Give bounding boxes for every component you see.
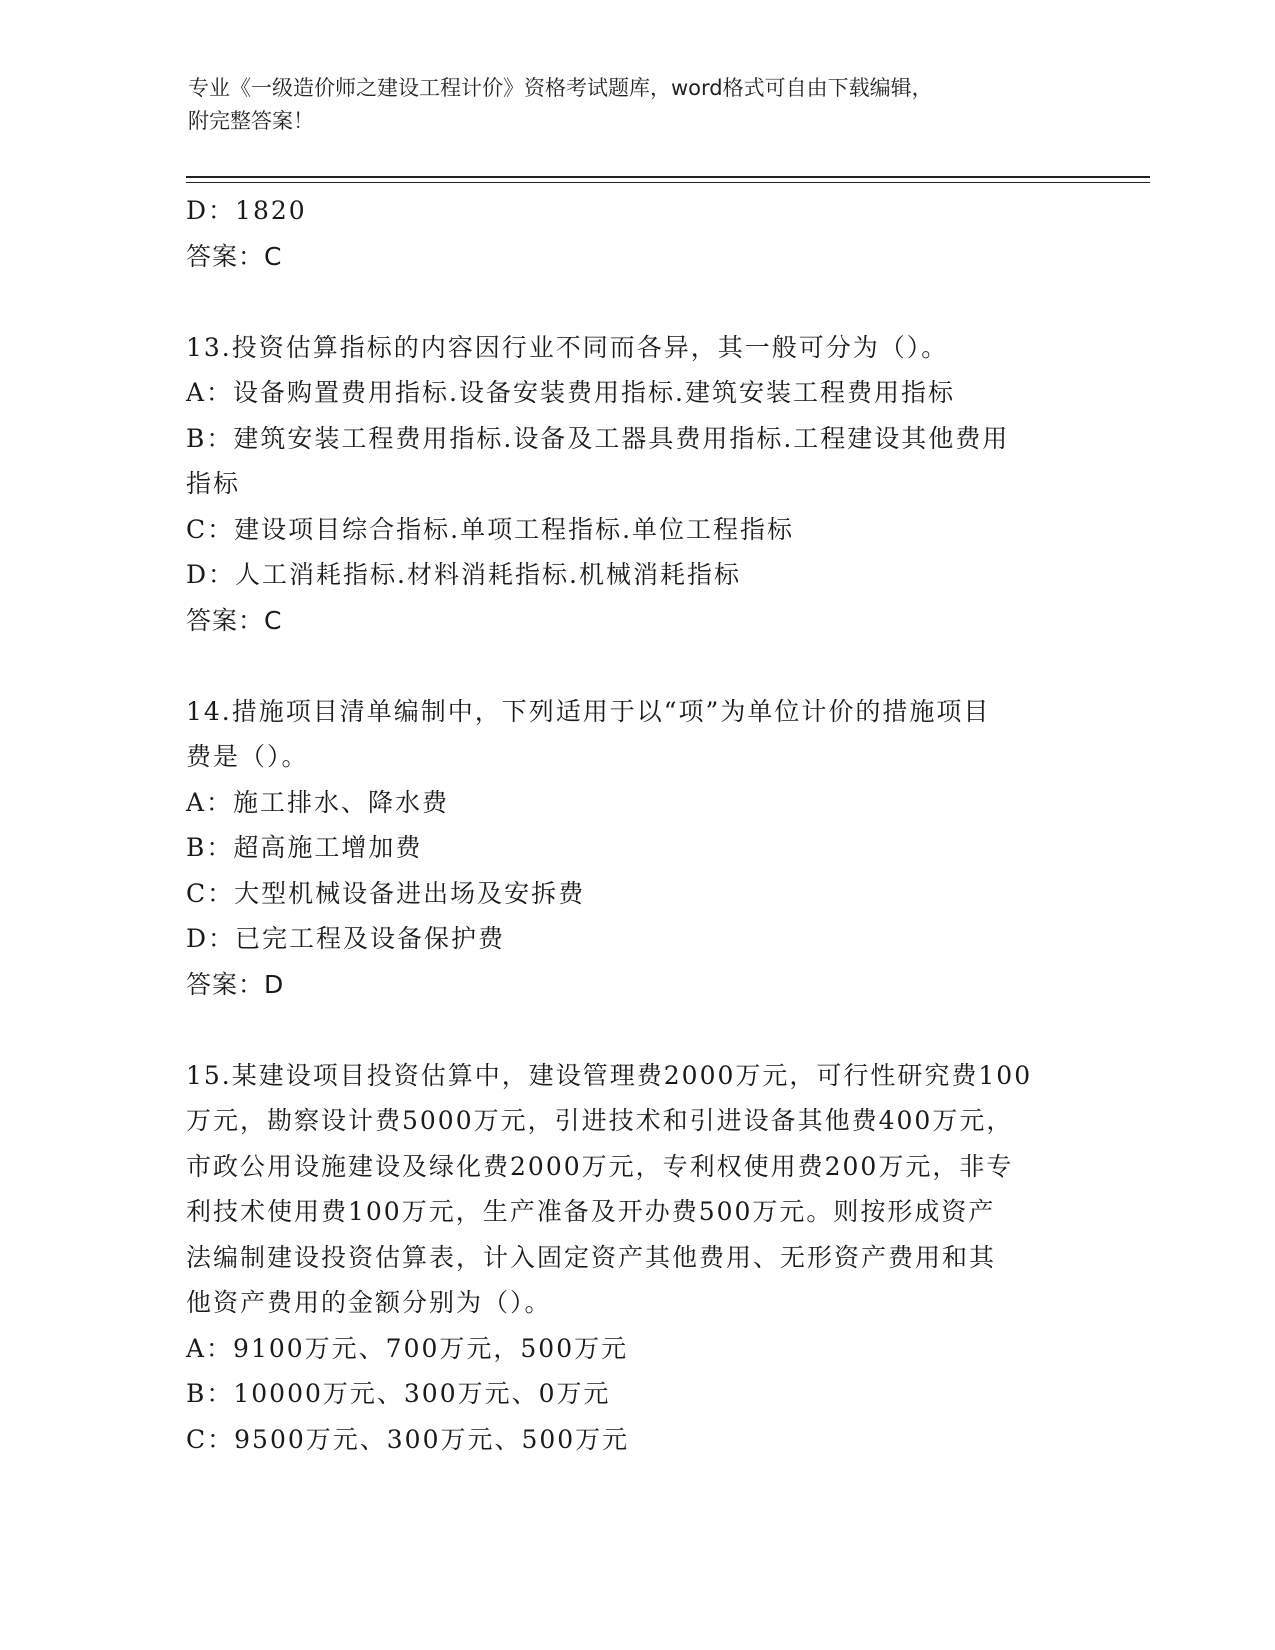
q14-stem-line2: 费是（）。 <box>186 742 309 771</box>
q15-stem-line5: 法编制建设投资估算表，计入固定资产其他费用、无形资产费用和其 <box>186 1242 997 1272</box>
header-line-2: 附完整答案！ <box>188 109 314 133</box>
q15-option-b: B：10000万元、300万元、0万元 <box>186 1379 611 1408</box>
q13-option-b-line2: 指标 <box>186 469 241 498</box>
prev-option-d: D：1820 <box>186 196 307 225</box>
q15-stem-line4: 利技术使用费100万元，生产准备及开办费500万元。则按形成资产 <box>186 1197 996 1226</box>
q15-option-c: C：9500万元、300万元、500万元 <box>186 1424 630 1454</box>
q14-option-d: D：已完工程及设备保护费 <box>186 924 506 953</box>
question-15 <box>186 1053 1106 1463</box>
q14-option-a: A：施工排水、降水费 <box>186 787 450 817</box>
q14-stem-line1: 14.措施项目清单编制中，下列适用于以“项”为单位计价的措施项目 <box>186 696 991 726</box>
q13-option-d: D：人工消耗指标.材料消耗指标.机械消耗指标 <box>186 560 741 589</box>
q13-option-b-line1: B：建筑安装工程费用指标.设备及工器具费用指标.工程建设其他费用 <box>186 423 1010 453</box>
header-line-1: 专业《一级造价师之建设工程计价》资格考试题库，word格式可自由下载编辑， <box>188 76 933 100</box>
question-13 <box>186 325 1106 644</box>
spacer <box>186 643 1106 689</box>
q14-option-c: C：大型机械设备进出场及安拆费 <box>186 878 586 908</box>
q15-stem-line3: 市政公用设施建设及绿化费2000万元，专利权使用费200万元，非专 <box>186 1151 1014 1181</box>
q13-option-c: C：建设项目综合指标.单项工程指标.单位工程指标 <box>186 514 795 544</box>
page-header <box>188 72 1068 138</box>
prev-answer: 答案：C <box>186 241 283 271</box>
q13-stem: 13.投资估算指标的内容因行业不同而各异，其一般可分为（）。 <box>186 332 949 362</box>
question-content <box>186 188 1106 1462</box>
q15-stem-line6: 他资产费用的金额分别为（）。 <box>186 1288 552 1317</box>
question-14 <box>186 689 1106 1008</box>
spacer <box>186 279 1106 325</box>
q15-stem-line2: 万元，勘察设计费5000万元，引进技术和引进设备其他费400万元， <box>186 1106 1014 1135</box>
header-divider <box>186 176 1150 183</box>
q15-stem-line1: 15.某建设项目投资估算中，建设管理费2000万元，可行性研究费100 <box>186 1060 1033 1090</box>
q15-option-a: A：9100万元、700万元，500万元 <box>186 1333 629 1363</box>
q13-answer: 答案：C <box>186 605 283 635</box>
q14-option-b: B：超高施工增加费 <box>186 833 423 862</box>
q13-option-a: A：设备购置费用指标.设备安装费用指标.建筑安装工程费用指标 <box>186 378 955 407</box>
q14-answer: 答案：D <box>186 969 285 999</box>
spacer <box>186 1007 1106 1053</box>
